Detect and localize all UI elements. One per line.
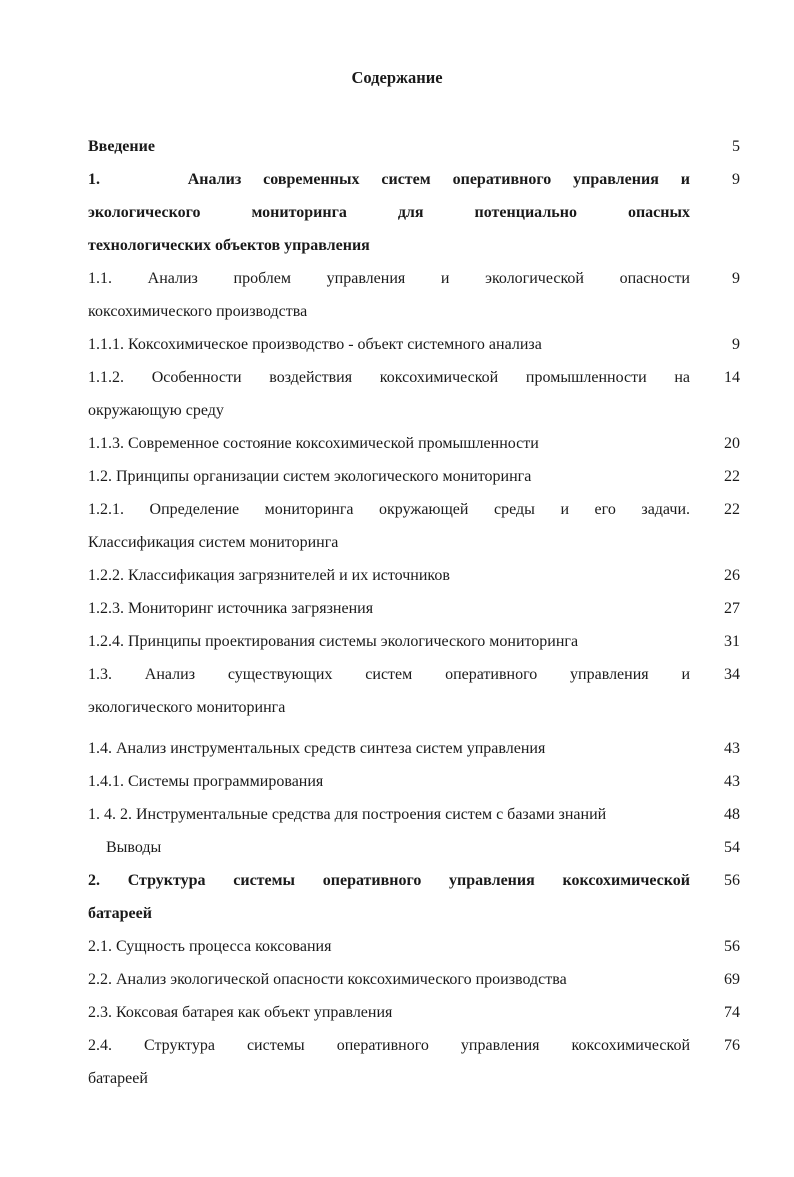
toc-entry-1-1-2-line: 1.1.2. Особенности воздействия коксохимической промышленности на bbox=[88, 369, 690, 386]
toc-entry-conclusions: Выводы bbox=[106, 839, 162, 856]
toc-entry-1-1-line: коксохимического производства bbox=[88, 303, 308, 320]
toc-entry-intro: Введение bbox=[88, 138, 155, 155]
toc-page-number: 31 bbox=[724, 633, 740, 650]
toc-entry-1-2-3: 1.2.3. Мониторинг источника загрязнения bbox=[88, 600, 374, 617]
toc-page-number: 43 bbox=[724, 740, 740, 757]
toc-page-number: 69 bbox=[724, 971, 740, 988]
toc-page-number: 20 bbox=[724, 435, 740, 452]
toc-entry-1-2-4: 1.2.4. Принципы проектирования системы экологического мониторинга bbox=[88, 633, 579, 650]
toc-page-number: 9 bbox=[732, 270, 740, 287]
toc-entry-2-2: 2.2. Анализ экологической опасности коксохимического производства bbox=[88, 971, 567, 988]
toc-entry-1-2-1-line: 1.2.1. Определение мониторинга окружающей среды и его задачи. bbox=[88, 501, 690, 518]
toc-page-number: 26 bbox=[724, 567, 740, 584]
toc-entry-1-4-2: 1. 4. 2. Инструментальные средства для построения систем с базами знаний bbox=[88, 806, 607, 823]
toc-page-number: 56 bbox=[724, 872, 740, 889]
toc-entry-1-1-1: 1.1.1. Коксохимическое производство - объект системного анализа bbox=[88, 336, 542, 353]
toc-page-number: 74 bbox=[724, 1004, 740, 1021]
toc-entry-1-line: экологического мониторинга для потенциально опасных bbox=[88, 204, 690, 221]
toc-page-number: 54 bbox=[724, 839, 740, 856]
toc-page-number: 34 bbox=[724, 666, 740, 683]
toc-entry-1-3-line: экологического мониторинга bbox=[88, 699, 286, 716]
toc-page-number: 5 bbox=[732, 138, 740, 155]
toc-entry-1-line: технологических объектов управления bbox=[88, 237, 370, 254]
toc-entry-1-1-line: 1.1. Анализ проблем управления и экологической опасности bbox=[88, 270, 690, 287]
toc-entry-1-1-2-line: окружающую среду bbox=[88, 402, 224, 419]
toc-page-number: 76 bbox=[724, 1037, 740, 1054]
toc-entry-1-line: 1. Анализ современных систем оперативного управления и bbox=[88, 171, 690, 188]
toc-entry-1-2: 1.2. Принципы организации систем экологического мониторинга bbox=[88, 468, 532, 485]
toc-entry-1-4: 1.4. Анализ инструментальных средств синтеза систем управления bbox=[88, 740, 546, 757]
toc-page-number: 43 bbox=[724, 773, 740, 790]
toc-entry-1-2-2: 1.2.2. Классификация загрязнителей и их источников bbox=[88, 567, 450, 584]
toc-entry-2-4-line: 2.4. Структура системы оперативного управления коксохимической bbox=[88, 1037, 690, 1054]
toc-entry-1-3-line: 1.3. Анализ существующих систем оперативного управления и bbox=[88, 666, 690, 683]
toc-page-number: 48 bbox=[724, 806, 740, 823]
toc-entry-1-4-1: 1.4.1. Системы программирования bbox=[88, 773, 324, 790]
toc-page-number: 56 bbox=[724, 938, 740, 955]
toc-page-number: 14 bbox=[724, 369, 740, 386]
toc-entry-2-line: батареей bbox=[88, 905, 152, 922]
toc-entry-2-4-line: батареей bbox=[88, 1070, 148, 1087]
toc-entry-1-2-1-line: Классификация систем мониторинга bbox=[88, 534, 339, 551]
toc-entry-2-1: 2.1. Сущность процесса коксования bbox=[88, 938, 332, 955]
toc-page-number: 27 bbox=[724, 600, 740, 617]
toc-entry-1-1-3: 1.1.3. Современное состояние коксохимической промышленности bbox=[88, 435, 539, 452]
toc-page-number: 9 bbox=[732, 171, 740, 188]
toc-entry-2-3: 2.3. Коксовая батарея как объект управления bbox=[88, 1004, 393, 1021]
toc-page-number: 9 bbox=[732, 336, 740, 353]
toc-entry-2-line: 2. Структура системы оперативного управления коксохимической bbox=[88, 872, 690, 889]
page-title: Содержание bbox=[351, 68, 443, 87]
toc-page-number: 22 bbox=[724, 501, 740, 518]
toc-page-number: 22 bbox=[724, 468, 740, 485]
